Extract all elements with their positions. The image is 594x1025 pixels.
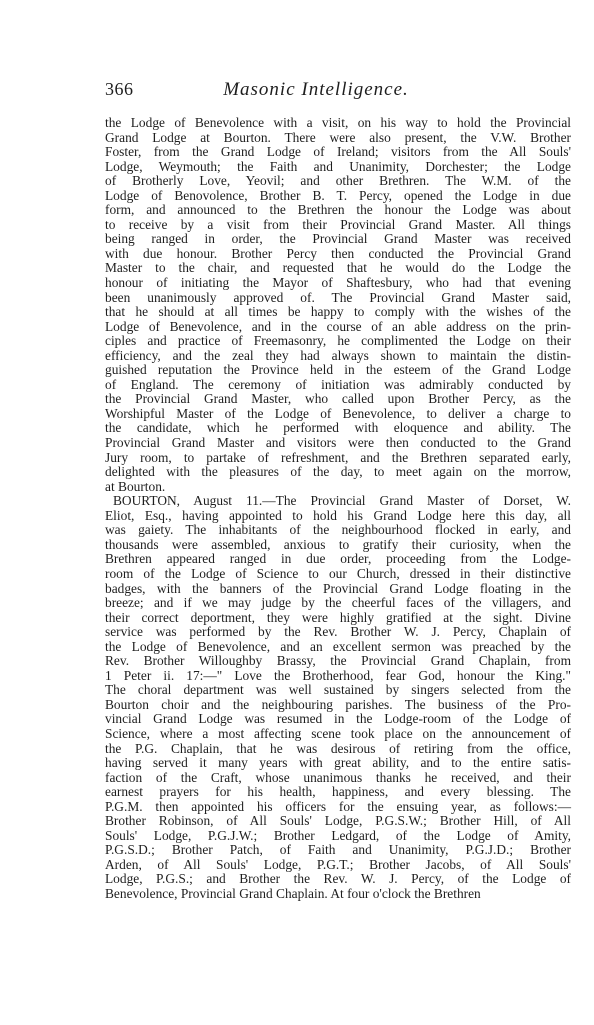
text-line: with due honour. Brother Percy then conducted the Provincial Grand xyxy=(105,245,571,261)
text-line: efficiency, and the zeal they had always shown to maintain the distin- xyxy=(105,347,571,363)
text-line: of Brotherly Love, Yeovil; and other Brethren. The W.M. of the xyxy=(105,173,571,189)
text-line: Provincial Grand Master and visitors were then conducted to the Grand xyxy=(105,435,571,451)
text-line: Souls' Lodge, P.G.J.W.; Brother Ledgard, of the Lodge of Amity, xyxy=(105,827,571,843)
text-line: room of the Lodge of Science to our Church, dressed in their distinctive xyxy=(105,565,571,581)
text-line: P.G.M. then appointed his officers for the ensuing year, as follows:— xyxy=(105,798,571,814)
text-line: The choral department was well sustained by singers selected from the xyxy=(105,682,571,698)
page-header xyxy=(105,79,527,105)
text-line: thousands were assembled, anxious to gratify their curiosity, when the xyxy=(105,536,571,552)
text-line: was gaiety. The inhabitants of the neighbourhood flocked in early, and xyxy=(105,522,571,538)
text-line: the Lodge of Benevolence with a visit, on his way to hold the Provincial xyxy=(105,115,571,130)
text-line: Lodge of Benovolence, Brother B. T. Percy, opened the Lodge in due xyxy=(105,187,571,203)
text-line: form, and announced to the Brethren the honour the Lodge was about xyxy=(105,202,571,218)
text-line: Jury room, to partake of refreshment, and the Brethren separated early, xyxy=(105,449,571,465)
text-line: Master to the chair, and requested that he would do the Lodge the xyxy=(105,260,571,276)
text-line: being ranged in order, the Provincial Grand Master was received xyxy=(105,231,571,247)
text-line: Lodge, P.G.S.; and Brother the Rev. W. J. Percy, of the Lodge of xyxy=(105,871,571,887)
text-line: Science, where a most affecting scene took place on the announcement of xyxy=(105,725,571,741)
text-line: honour of initiating the Mayor of Shaftesbury, who had that evening xyxy=(105,275,571,291)
text-line: the P.G. Chaplain, that he was desirous of retiring from the office, xyxy=(105,740,571,756)
text-line: been unanimously approved of. The Provincial Grand Master said, xyxy=(105,289,571,305)
text-line: the candidate, which he performed with eloquence and ability. The xyxy=(105,420,571,436)
text-line: Bourton choir and the neighbouring parishes. The business of the Pro- xyxy=(105,696,571,712)
text-line: of England. The ceremony of initiation was admirably conducted by xyxy=(105,376,571,392)
text-line: vincial Grand Lodge was resumed in the Lodge-room of the Lodge of xyxy=(105,711,571,727)
text-line: to receive by a visit from their Provincial Grand Master. All things xyxy=(105,216,571,232)
text-line: Rev. Brother Willoughby Brassy, the Provincial Grand Chaplain, from xyxy=(105,653,571,669)
text-line: that he should at all times be happy to comply with the wishes of the xyxy=(105,304,571,320)
text-line: the Lodge of Benevolence, and an excellent sermon was preached by the xyxy=(105,638,571,654)
text-line: Lodge, Weymouth; the Faith and Unanimity, Dorchester; the Lodge xyxy=(105,158,571,174)
text-line: badges, with the banners of the Provincial Grand Lodge floating in the xyxy=(105,580,571,596)
text-line: Foster, from the Grand Lodge of Ireland; visitors from the All Souls' xyxy=(105,144,571,160)
text-line: at Bourton. xyxy=(105,478,166,494)
text-line: earnest prayers for his health, happiness, and every blessing. The xyxy=(105,784,571,800)
text-line: 1 Peter ii. 17:—" Love the Brotherhood, fear God, honour the King." xyxy=(105,667,571,683)
text-line: Eliot, Esq., having appointed to hold his Grand Lodge here this day, all xyxy=(105,507,571,523)
text-line: their correct deportment, they were highly gratified at the sight. Divine xyxy=(105,609,571,625)
text-line: BOURTON, August 11.—The Provincial Grand Master of Dorset, W. xyxy=(113,493,571,509)
text-line: Arden, of All Souls' Lodge, P.G.T.; Brother Jacobs, of All Souls' xyxy=(105,856,571,872)
text-line: Worshipful Master of the Lodge of Benevolence, to deliver a charge to xyxy=(105,405,571,421)
text-line: breeze; and if we may judge by the cheerful faces of the villagers, and xyxy=(105,595,571,611)
body-text xyxy=(105,116,571,902)
text-line: Brethren appeared ranged in due order, proceeding from the Lodge- xyxy=(105,551,571,567)
text-line: Brother Robinson, of All Souls' Lodge, P.G.S.W.; Brother Hill, of All xyxy=(105,813,571,829)
text-line: faction of the Craft, whose unanimous thanks he received, and their xyxy=(105,769,571,785)
text-line: Lodge of Benevolence, and in the course of an able address on the prin- xyxy=(105,318,571,334)
text-line: service was performed by the Rev. Brother W. J. Percy, Chaplain of xyxy=(105,624,571,640)
running-head: Masonic Intelligence. xyxy=(223,79,409,100)
text-line: guished reputation the Province held in the esteem of the Grand Lodge xyxy=(105,362,571,378)
text-line: P.G.S.D.; Brother Patch, of Faith and Unanimity, P.G.J.D.; Brother xyxy=(105,842,571,858)
text-line: delighted with the pleasures of the day, to meet again on the morrow, xyxy=(105,464,571,480)
text-line: having served it many years with great ability, and to the entire satis- xyxy=(105,755,571,771)
text-line: Grand Lodge at Bourton. There were also present, the V.W. Brother xyxy=(105,129,571,145)
text-line: the Provincial Grand Master, who called upon Brother Percy, as the xyxy=(105,391,571,407)
page-number: 366 xyxy=(105,79,134,99)
text-line: ciples and practice of Freemasonry, he complimented the Lodge on their xyxy=(105,333,571,349)
text-line: Benevolence, Provincial Grand Chaplain. At four o'clock the Brethren xyxy=(105,885,481,901)
